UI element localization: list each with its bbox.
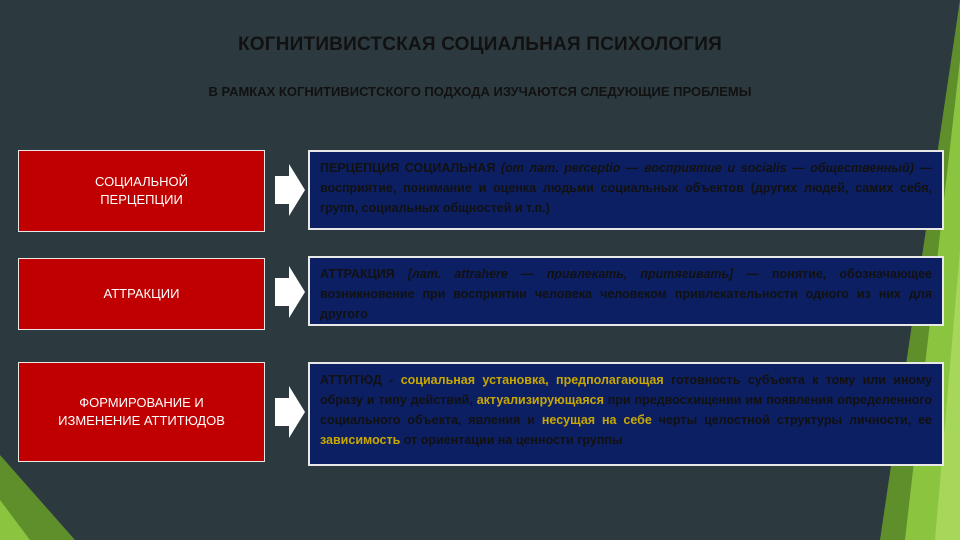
definition-box-attraction — [308, 256, 944, 326]
etymology: [лат. attrahere — привлекать, притягивать] — [407, 267, 734, 281]
arrow-right-icon — [275, 164, 305, 216]
text-part: при предвосхищении им появления определенного социального объекта, явления и — [320, 393, 932, 427]
topic-box-perception — [18, 150, 265, 232]
text-part: готовность субъекта к тому или иному образу и типу действий, — [320, 373, 933, 407]
etymology: (от лат. perceptio — восприятие и socialis — общественный) — [500, 161, 914, 175]
term: АТТРАКЦИЯ — [320, 267, 395, 281]
term: ПЕРЦЕПЦИЯ СОЦИАЛЬНАЯ — [320, 161, 496, 175]
text-part: от ориентации на ценности группы — [400, 433, 623, 447]
definition-box-perception — [308, 150, 944, 230]
page-title: КОГНИТИВИСТСКАЯ СОЦИАЛЬНАЯ ПСИХОЛОГИЯ — [238, 34, 722, 55]
text-part: черты целостной структуры личности, ее — [651, 413, 933, 427]
arrow-right-icon — [275, 266, 305, 318]
topic-label: СОЦИАЛЬНОЙ ПЕРЦЕПЦИИ — [94, 174, 189, 207]
topic-box-attitudes — [18, 362, 265, 462]
definition-box-attitude — [308, 362, 944, 466]
highlight-text: зависимость — [320, 433, 401, 447]
definition-text: — восприятие, понимание и оценка людьми социальных объектов (других людей, самих себя, групп, социальных общностей и т.п.) — [320, 161, 932, 215]
highlight-text: несущая на себе — [541, 413, 652, 427]
topic-label: АТТРАКЦИИ — [103, 286, 180, 301]
definition-text: — понятие, обозначающее возникновение при восприятии человека человеком привлекательности одного из них для другого — [320, 267, 932, 321]
page-subtitle: В РАМКАХ КОГНИТИВИСТСКОГО ПОДХОДА ИЗУЧАЮТСЯ СЛЕДУЮЩИЕ ПРОБЛЕМЫ — [208, 84, 752, 99]
topic-label: ФОРМИРОВАНИЕ И ИЗМЕНЕНИЕ АТТИТЮДОВ — [58, 395, 225, 428]
highlight-text: актуализирующаяся — [476, 393, 604, 407]
topic-box-attraction — [18, 258, 265, 330]
text-part: - — [381, 373, 401, 387]
arrow-right-icon — [275, 386, 305, 438]
highlight-text: социальная установка, предполагающая — [400, 373, 664, 387]
term: АТТИТЮД — [320, 373, 382, 387]
